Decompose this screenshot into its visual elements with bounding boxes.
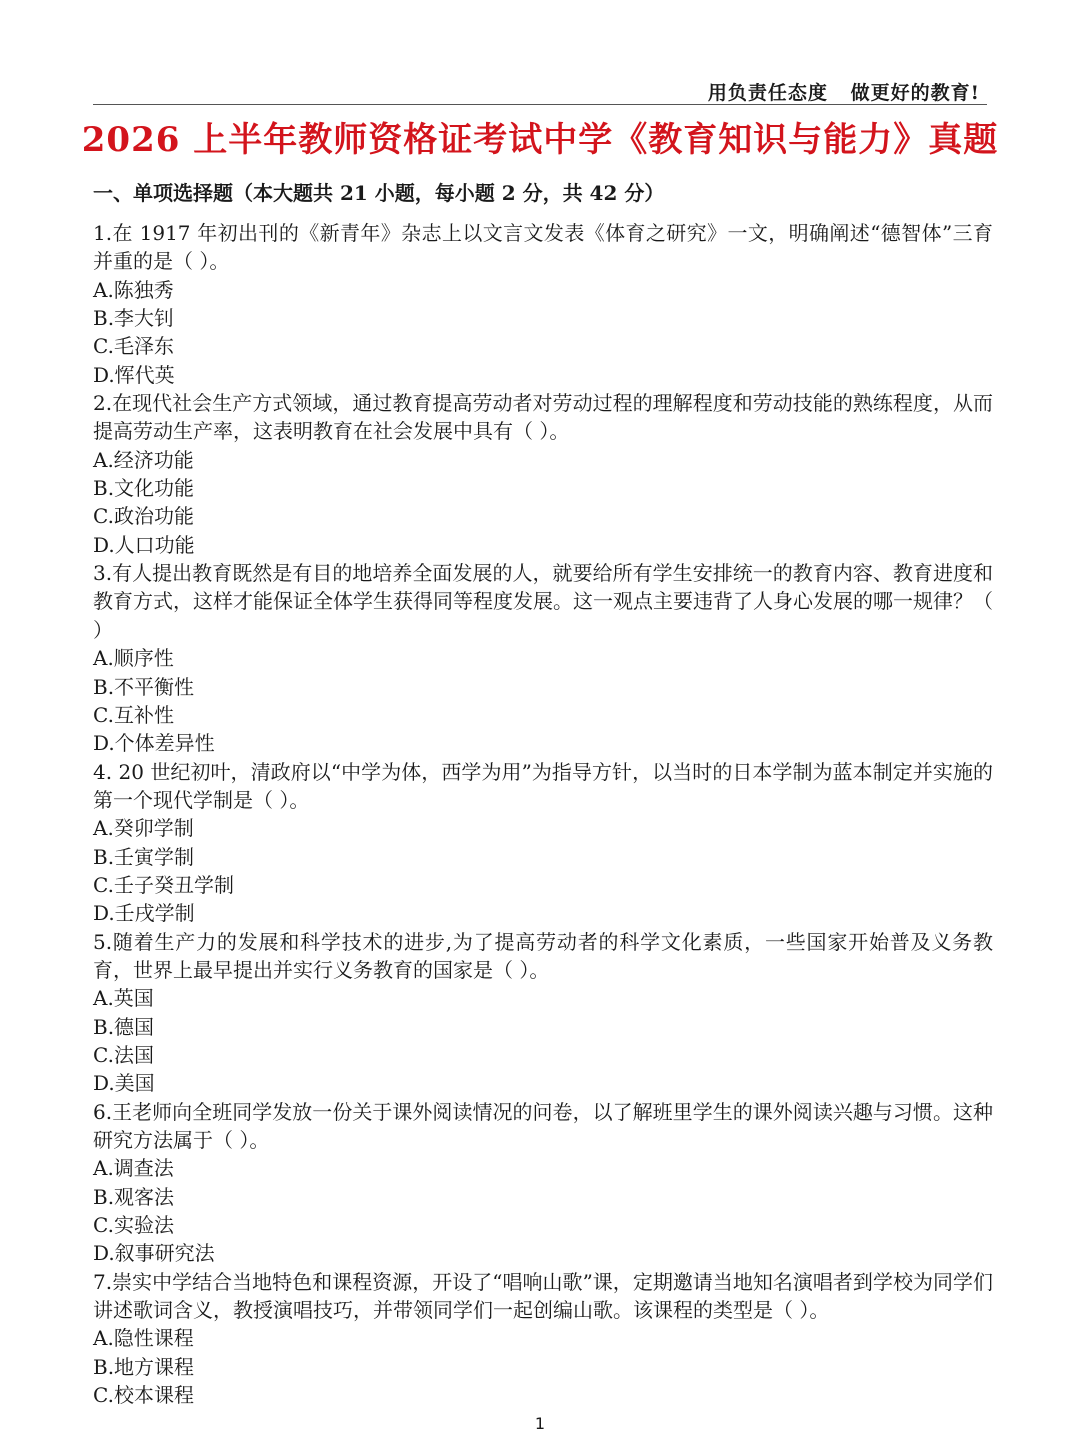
- question-text: 1.在 1917 年初出刊的《新青年》杂志上以文言文发表《体育之研究》一文，明确阐述“德智体”三育并重的是（ ）。: [93, 221, 993, 274]
- option-b: B.观客法: [93, 1184, 175, 1209]
- question-item: [93, 389, 993, 559]
- option-d: D.个体差异性: [93, 731, 215, 756]
- page-number: 1: [534, 1414, 546, 1433]
- option-a: A.顺序性: [93, 646, 174, 671]
- option-a: A.陈独秀: [93, 277, 174, 302]
- option-d: D.人口功能: [93, 532, 195, 557]
- header-divider: [93, 104, 987, 105]
- option-d: D.恽代英: [93, 362, 175, 387]
- option-b: B.地方课程: [93, 1354, 195, 1379]
- option-b: B.文化功能: [93, 476, 195, 501]
- option-d: D.美国: [93, 1071, 155, 1096]
- question-text: 5.随着生产力的发展和科学技术的进步,为了提高劳动者的科学文化素质，一些国家开始普及义务教育，世界上最早提出并实行义务教育的国家是（ ）。: [93, 929, 993, 982]
- option-b: B.德国: [93, 1014, 155, 1039]
- question-item: [93, 928, 993, 1098]
- question-text: 6.王老师向全班同学发放一份关于课外阅读情况的问卷，以了解班里学生的课外阅读兴趣与习惯。这种研究方法属于（ ）。: [93, 1099, 993, 1152]
- document-title: 2026 上半年教师资格证考试中学《教育知识与能力》真题: [81, 120, 999, 160]
- question-text: 7.崇实中学结合当地特色和课程资源，开设了“唱响山歌”课，定期邀请当地知名演唱者到学校为同学们讲述歌词含义，教授演唱技巧，并带领同学们一起创编山歌。该课程的类型是（ ）。: [93, 1269, 993, 1323]
- option-d: D.叙事研究法: [93, 1241, 215, 1266]
- option-a: A.癸卯学制: [93, 816, 194, 841]
- question-item: [93, 1098, 993, 1268]
- option-b: B.李大钊: [93, 306, 175, 331]
- question-item: [93, 219, 993, 389]
- option-a: A.经济功能: [93, 447, 194, 472]
- option-c: C.毛泽东: [93, 334, 174, 359]
- option-c: C.政治功能: [93, 504, 194, 529]
- question-item: [93, 758, 993, 928]
- option-d: D.壬戌学制: [93, 901, 195, 926]
- option-b: B.壬寅学制: [93, 844, 195, 869]
- option-c: C.实验法: [93, 1213, 174, 1238]
- option-c: C.壬子癸丑学制: [93, 872, 234, 897]
- question-text: 4. 20 世纪初叶，清政府以“中学为体，西学为用”为指导方针，以当时的日本学制为蓝本制定并实施的第一个现代学制是（ ）。: [93, 759, 993, 812]
- question-text: 3.有人提出教育既然是有目的地培养全面发展的人，就要给所有学生安排统一的教育内容、教育进度和教育方式，这样才能保证全体学生获得同等程度发展。这一观点主要违背了人身心发展的哪一规律？（ ）: [93, 561, 993, 642]
- option-b: B.不平衡性: [93, 674, 195, 699]
- header-slogan: 用负责任态度 做更好的教育!: [707, 82, 980, 104]
- option-c: C.法国: [93, 1042, 154, 1067]
- option-c: C.校本课程: [93, 1383, 194, 1408]
- option-a: A.调查法: [93, 1156, 174, 1181]
- section-heading: 一、单项选择题（本大题共 21 小题，每小题 2 分，共 42 分）: [93, 181, 665, 205]
- question-item: [93, 1268, 993, 1410]
- option-a: A.英国: [93, 986, 154, 1011]
- question-list: [93, 219, 993, 1409]
- question-text: 2.在现代社会生产方式领域，通过教育提高劳动者对劳动过程的理解程度和劳动技能的熟练程度，从而提高劳动生产率，这表明教育在社会发展中具有（ ）。: [93, 391, 993, 444]
- option-c: C.互补性: [93, 702, 174, 727]
- question-item: [93, 559, 993, 757]
- option-a: A.隐性课程: [93, 1326, 194, 1351]
